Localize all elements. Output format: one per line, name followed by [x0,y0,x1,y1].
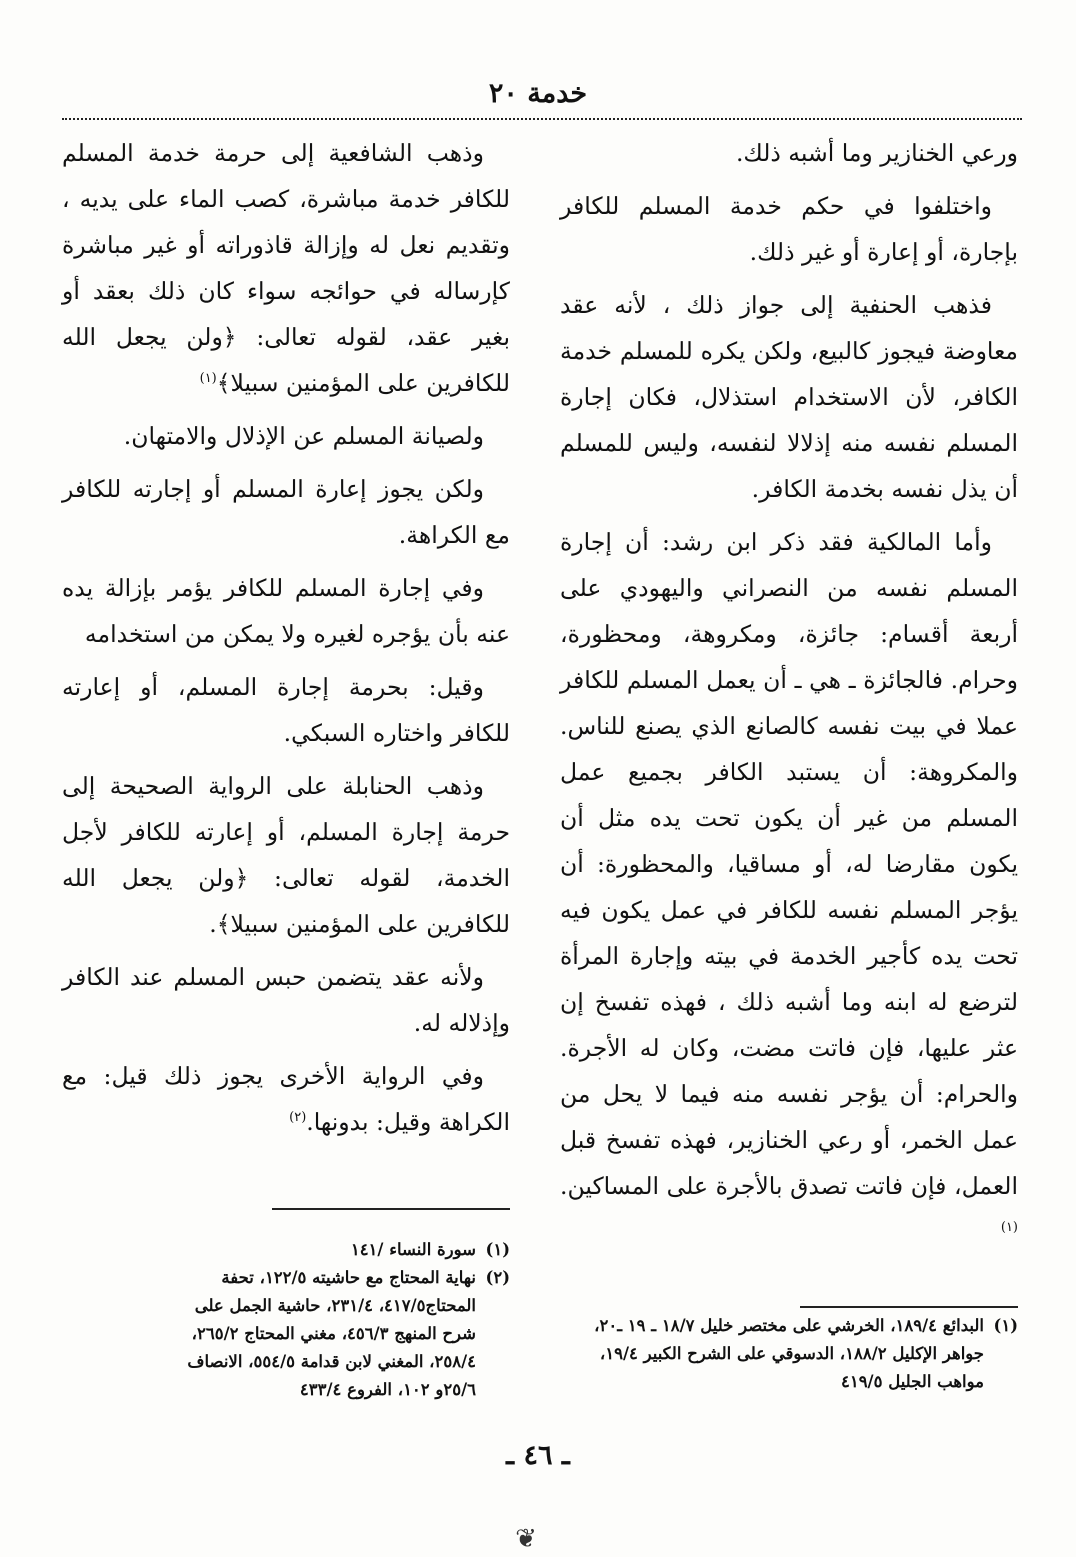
paragraph: وذهب الحنابلة على الرواية الصحيحة إلى حرمة إجارة المسلم، أو إعارته للكافر لأجل الخدمة، لقوله تعالى: ﴿ولن يجعل الله للكافرين على المؤمنين سبيلا﴾. [62,772,510,938]
footnote-text: البدائع ١٨٩/٤، الخرشي على مختصر خليل ١٨/٧ ـ ١٩ ـ٢٠، جواهر الإكليل ١٨٨/٢، الدسوقي على الشرح الكبير ١٩/٤، مواهب الجليل ٤١٩/٥ [594,1316,984,1391]
paragraph: وقيل: بحرمة إجارة المسلم، أو إعارته للكافر واختاره السبكي. [62,673,510,747]
footnote-divider-left [272,1208,510,1210]
footnote [168,1236,510,1264]
footnote-number: (٢) [485,1268,510,1287]
paragraph: واختلفوا في حكم خدمة المسلم للكافر بإجارة، أو إعارة أو غير ذلك. [560,192,1018,266]
paragraph: ولأنه عقد يتضمن حبس المسلم عند الكافر وإذلاله له. [62,963,510,1037]
footnote-ref: (٢) [289,1110,307,1126]
header-dotted-rule [62,118,1022,120]
paragraph: وفي إجارة المسلم للكافر يؤمر بإزالة يده عنه بأن يؤجره لغيره ولا يمكن من استخدامه [62,574,510,648]
footnote-number: (١) [485,1240,510,1259]
paragraph [62,1053,510,1145]
footnote-ref: (١) [1000,1220,1018,1236]
paragraph [560,519,1018,1255]
paragraph-text: وأما المالكية فقد ذكر ابن رشد: أن إجارة المسلم نفسه من النصراني واليهودي على أربعة أقسام: جائزة، ومكروهة، ومحظورة، وحرام. فالجائزة ـ هي ـ أن يعمل المسلم للكافر عملا في بيت نفسه كالصانع الذي يصنع للناس. والمكروهة: أن يستبد الكافر بجميع عمل المسلم من غير أن يكون تحت يده مثل أن يكون مقارضا له، أو مساقيا، والمحظورة: أن يؤجر المسلم نفسه للكافر في عمل يكون فيه تحت يده كأجير الخدمة في بيته وإجارة المرأة لترضع له ابنه وما أشبه ذلك ، فهذه تفسخ إن عثر عليها، فإن فاتت مضت، وكان له الأجرة. والحرام: أن يؤجر نفسه منه فيما لا يحل من عمل الخمر، أو رعي الخنازير، فهذه تفسخ قبل العمل، فإن فاتت تصدق بالأجرة على المساكين. [560,528,1018,1200]
footnote-ref: (١) [199,371,217,387]
page-header-title: خدمة ٢٠ [488,78,588,109]
paragraph: ولكن يجوز إعارة المسلم أو إجارته للكافر مع الكراهة. [62,475,510,549]
footnote [168,1264,510,1404]
footnote-number: (١) [993,1316,1018,1335]
footnotes-left [168,1236,510,1404]
paragraph: فذهب الحنفية إلى جواز ذلك ، لأنه عقد معاوضة فيجوز كالبيع، ولكن يكره للمسلم خدمة الكافر، لأن الاستخدام استذلال، فكان إجارة المسلم نفسه منه إذلالا لنفسه، وليس للمسلم أن يذل نفسه بخدمة الكافر. [560,291,1018,503]
footnote [560,1312,1018,1396]
paragraph: ورعي الخنازير وما أشبه ذلك. [735,139,1018,167]
paragraph: ولصيانة المسلم عن الإذلال والامتهان. [123,422,484,450]
footnotes-right [560,1312,1018,1396]
paragraph [62,130,510,406]
paragraph-text: وفي الرواية الأخرى يجوز ذلك قيل: مع الكراهة وقيل: بدونها. [62,1062,510,1136]
footnote-divider-right [800,1306,1018,1308]
footnote-text: سورة النساء /١٤١ [350,1240,476,1259]
ornament-icon: ❦ [515,1524,537,1554]
right-column [560,130,1018,1262]
page-number: ـ ٤٦ ـ [506,1440,570,1471]
left-column [62,130,510,1152]
footnote-text: نهاية المحتاج مع حاشيته ١٢٢/٥، تحفة المحتاج٤١٧/٥، ٢٣١/٤، حاشية الجمل على شرح المنهج ٤٥٦/٣، مغني المحتاج ٢٦٥/٢، ٢٥٨/٤، المغني لابن قدامة ٥٥٤/٥، الانصاف ٢٥/٦و ١٠٢، الفروع ٤٣٣/٤ [187,1268,476,1399]
paragraph-text: وذهب الشافعية إلى حرمة خدمة المسلم للكافر خدمة مباشرة، كصب الماء على يديه ، وتقديم نعل له وإزالة قاذوراته أو غير مباشرة كإرساله في حوائجه سواء كان ذلك بعقد أو بغير عقد، لقوله تعالى: ﴿ولن يجعل الله للكافرين على المؤمنين سبيلا﴾ [62,139,510,397]
